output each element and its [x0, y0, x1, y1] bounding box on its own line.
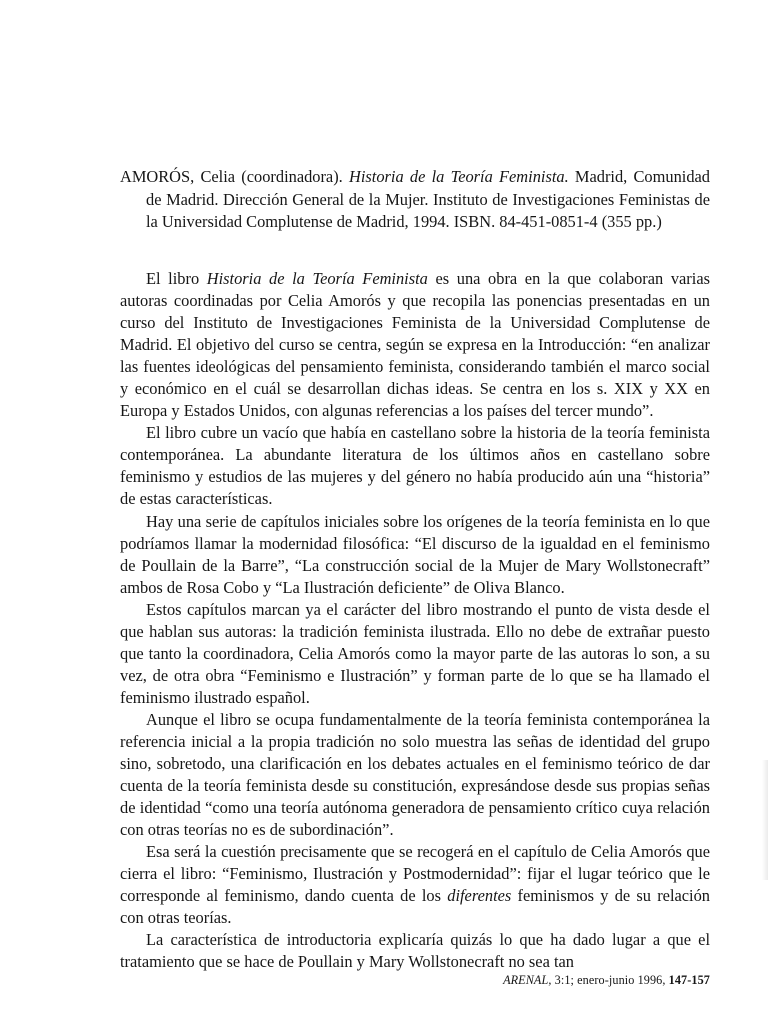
paragraph-6-rest: feminismos y de su relación con otras teorías.: [120, 886, 710, 928]
paragraph-6: [120, 841, 710, 929]
scan-edge-shadow: [762, 760, 768, 880]
paragraph-3: Hay una serie de capítulos iniciales sobre los orígenes de la teoría feminista en lo que podríamos llamar la modernidad filosófica: “El discurso de la igualdad en el feminismo de Poullain de la Barre”, “La construcción social de la Mujer de Mary Wollstonecraft” ambos de Rosa Cobo y “La Ilustración deficiente” de Oliva Blanco.: [120, 511, 710, 597]
review-body: [120, 268, 710, 974]
paragraph-6-emphasis: diferentes: [447, 886, 512, 906]
paragraph-4: Estos capítulos marcan ya el carácter del libro mostrando el punto de vista desde el que hablan sus autoras: la tradición feminista ilustrada. Ello no debe de extrañar puesto que tanto la coordinadora, Celia Amorós como la mayor parte de las autoras lo son, a su vez, de otra obra “Feminismo e Ilustración” y forman parte de lo que se ha llamado el feminismo ilustrado español.: [120, 599, 710, 707]
page-footer: [120, 972, 710, 988]
footer-journal: ARENAL,: [503, 973, 552, 987]
citation-publication-details: Madrid, Comunidad de Madrid. Dirección General de la Mujer. Instituto de Investigaciones Feministas de la Universidad Complutense de Madrid, 1994. ISBN. 84-451-0851-4 (355 pp.): [146, 167, 710, 232]
paragraph-1-rest: es una obra en la que colaboran varias autoras coordinadas por Celia Amorós y que recopila las ponencias presentadas en un curso del Instituto de Investigaciones Feminista de la Universidad Complutense de Madrid. El objetivo del curso se centra, según se expresa en la Introducción: “en analizar las fuentes ideológicas del pensamiento feminista, considerando también el marco social y económico en el cuál se desarrollan dichas ideas. Se centra en los s. XIX y XX en Europa y Estados Unidos, con algunas referencias a los países del tercer mundo”.: [120, 269, 710, 421]
footer-pages: 147-157: [668, 973, 710, 987]
paragraph-1: [120, 268, 710, 422]
citation-author: AMORÓS, Celia (coordinadora).: [120, 167, 343, 186]
paragraph-1-book-title: Historia de la Teoría Feminista: [206, 269, 428, 288]
footer-issue: 3:1; enero-junio 1996,: [554, 973, 666, 987]
paragraph-6-start: Esa será la cuestión precisamente que se recogerá en el capítulo de Celia Amorós que cierra el libro: “Feminismo, Ilustración y Postmodernidad”: fijar el lugar teórico que le corresponde al feminismo, dando cuenta de los: [120, 842, 710, 906]
bibliographic-citation: [120, 166, 710, 234]
paragraph-2: El libro cubre un vacío que había en castellano sobre la historia de la teoría feminista contemporánea. La abundante literatura de los últimos años en castellano sobre feminismo y estudios de las mujeres y del género no había producido aún una “historia” de estas características.: [120, 423, 710, 509]
paragraph-7: La característica de introductoria explicaría quizás lo que ha dado lugar a que el tratamiento que se hace de Poullain y Mary Wollstonecraft no sea tan: [120, 930, 710, 972]
paragraph-5: Aunque el libro se ocupa fundamentalmente de la teoría feminista contemporánea la referencia inicial a la propia tradición no solo muestra las señas de identidad del grupo sino, sobretodo, una clarificación en los debates actuales en el feminismo teórico de dar cuenta de la teoría feminista desde su constitución, expresándose desde sus propias señas de identidad “como una teoría autónoma generadora de pensamiento crítico cuya relación con otras teorías no es de subordinación”.: [120, 709, 710, 840]
citation-title: Historia de la Teoría Feminista.: [349, 167, 569, 186]
paragraph-1-start: El libro: [146, 269, 200, 288]
